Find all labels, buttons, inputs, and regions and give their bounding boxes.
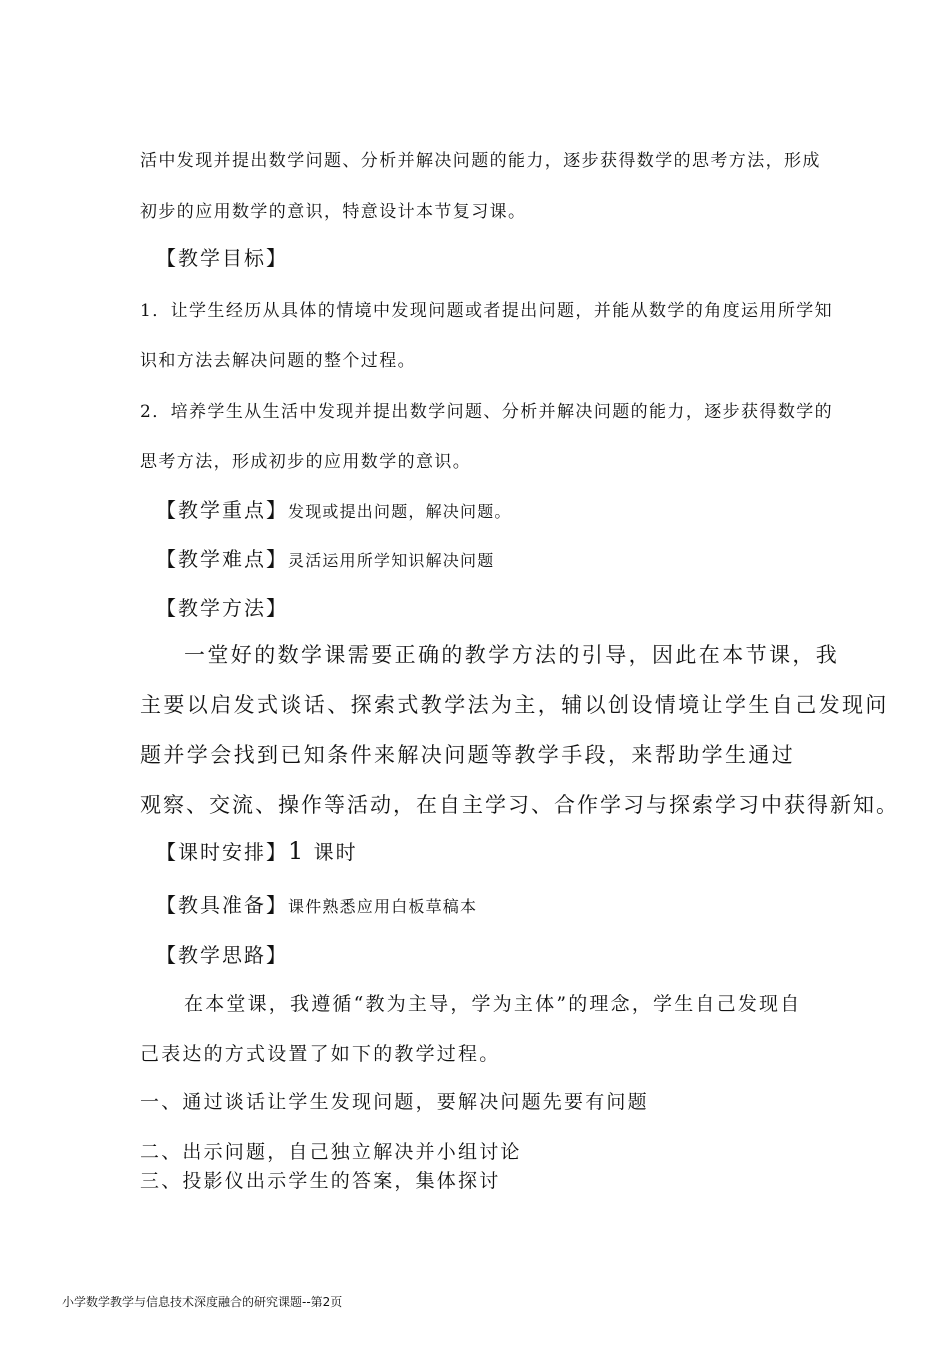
schedule-heading: 【课时安排】 <box>156 840 288 864</box>
method-heading: 【教学方法】 <box>156 596 288 620</box>
difficulty <box>156 543 494 572</box>
difficulty-text: 灵活运用所学知识解决问题 <box>288 551 495 570</box>
key-point-heading: 【教学重点】 <box>156 498 288 522</box>
goals-heading: 【教学目标】 <box>156 246 288 270</box>
method-line-3: 题并学会找到已知条件来解决问题等教学手段，来帮助学生通过 <box>140 743 796 767</box>
goals-line-4: 思考方法，形成初步的应用数学的意识。 <box>140 452 472 472</box>
goals-line-1: 1．让学生经历从具体的情境中发现问题或者提出问题，并能从数学的角度运用所学知 <box>140 301 834 321</box>
schedule-number: 1 <box>288 837 306 865</box>
tools-heading: 【教具准备】 <box>156 893 288 917</box>
method-line-4: 观察、交流、操作等活动，在自主学习、合作学习与探索学习中获得新知。 <box>140 793 899 817</box>
thinking-line-2: 己表达的方式设置了如下的教学过程。 <box>140 1043 501 1065</box>
tools <box>156 889 477 918</box>
thinking-line-1: 在本堂课，我遵循“教为主导，学为主体”的理念，学生自己发现自 <box>184 993 802 1015</box>
intro-line-1: 活中发现并提出数学问题、分析并解决问题的能力，逐步获得数学的思考方法，形成 <box>140 151 821 171</box>
method-line-2: 主要以启发式谈话、探索式教学法为主，辅以创设情境让学生自己发现问 <box>140 693 889 717</box>
key-point <box>156 494 512 523</box>
step-3: 三、投影仪出示学生的答案，集体探讨 <box>140 1170 501 1192</box>
tools-text: 课件熟悉应用白板草稿本 <box>288 897 478 916</box>
goals-line-3: 2．培养学生从生活中发现并提出数学问题、分析并解决问题的能力，逐步获得数学的 <box>140 402 834 422</box>
difficulty-heading: 【教学难点】 <box>156 547 288 571</box>
schedule-unit: 课时 <box>313 840 358 864</box>
schedule <box>156 836 358 865</box>
thinking-heading: 【教学思路】 <box>156 943 288 967</box>
page-footer: 小学数学教学与信息技术深度融合的研究课题--第2页 <box>62 1295 343 1309</box>
step-2: 二、出示问题，自己独立解决并小组讨论 <box>140 1141 522 1163</box>
method-line-1: 一堂好的数学课需要正确的教学方法的引导，因此在本节课，我 <box>184 643 840 667</box>
step-1: 一、通过谈话让学生发现问题，要解决问题先要有问题 <box>140 1091 649 1113</box>
intro-line-2: 初步的应用数学的意识，特意设计本节复习课。 <box>140 202 527 222</box>
goals-line-2: 识和方法去解决问题的整个过程。 <box>140 351 416 371</box>
key-point-text: 发现或提出问题，解决问题。 <box>288 502 512 521</box>
